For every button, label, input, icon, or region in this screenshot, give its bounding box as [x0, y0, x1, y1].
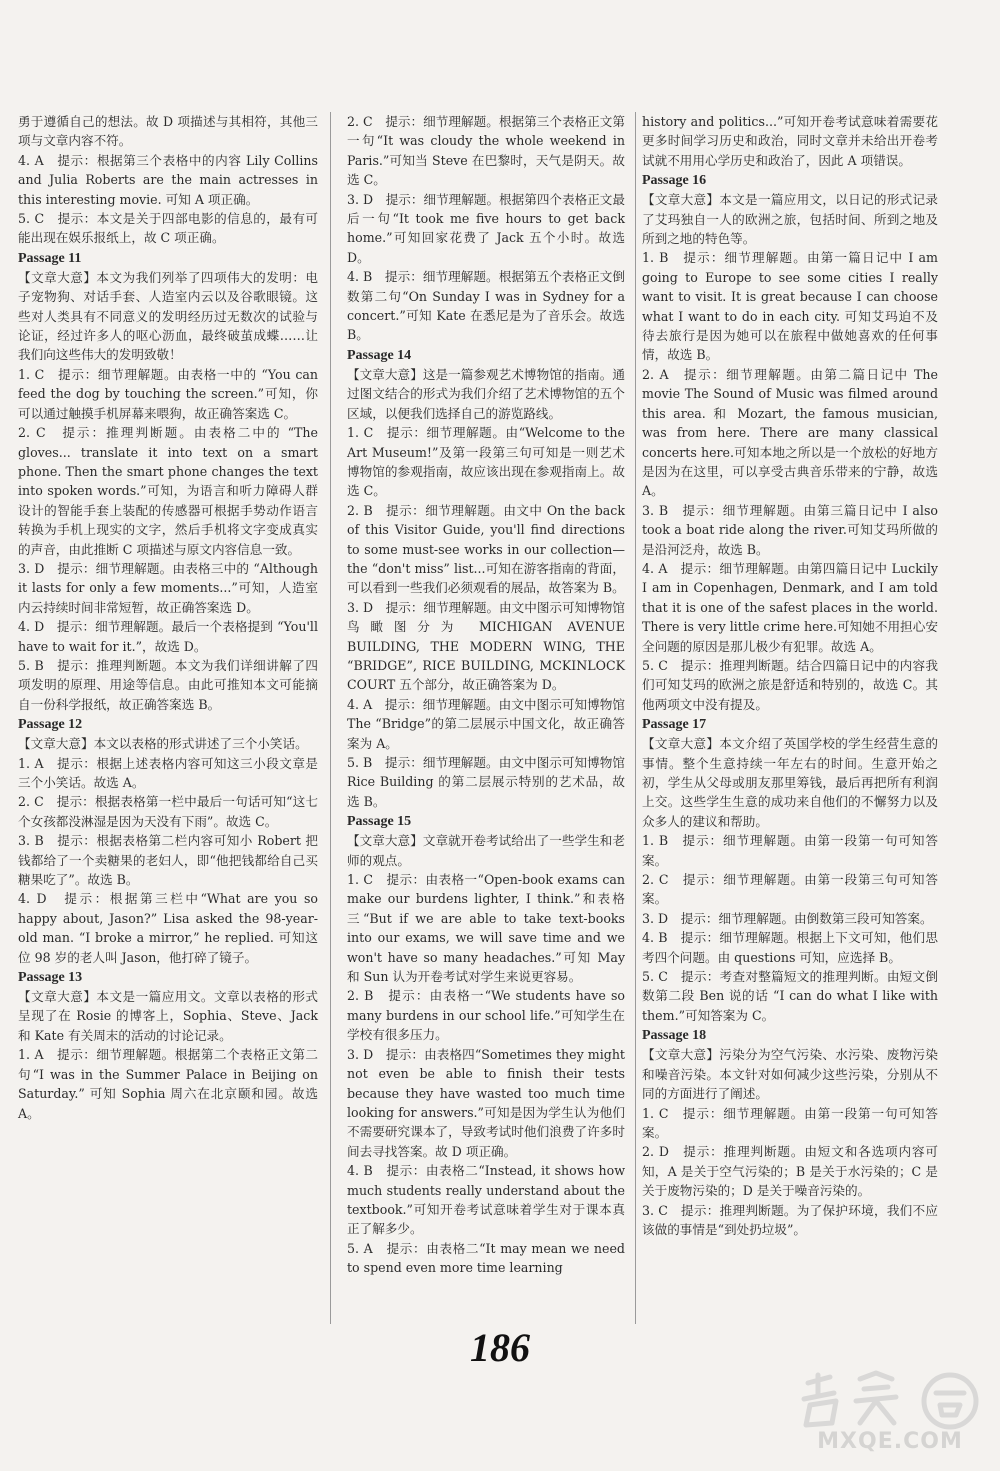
answer-paragraph: 4. B 提示：由表格二“Instead, it shows how much students really understand about the textbook.”可知开卷考试意味着学生对于课本真正了解多少。 [347, 1163, 625, 1237]
answer-paragraph: 2. C 提示：推理判断题。由表格二中的 “The gloves... translate it into text on a smart phone. Then the smart phone changes the text into spoken words.”可知，为语言和听力障碍人群设计的智能手套上装配的传感器可根据手势动作语言转换为手机上现实的文字，然后手机将文字变成真实的声音，由此推断 C 项描述与原文内容信息一致。 [18, 425, 318, 557]
answer-paragraph: 3. D 提示：细节理解题。由倒数第三段可知答案。 [642, 910, 933, 926]
answer-paragraph: 5. C 提示：考查对整篇短文的推理判断。由短文倒数第二段 Ben 说的话 “I can do what I like with them.”可知答案为 C。 [642, 969, 938, 1023]
answer-paragraph: 3. D 提示：细节理解题。根据第四个表格正文最后一句“It took me five hours to get back home.”可知回家花费了 Jack 五个小时。故选 D。 [347, 191, 625, 265]
answer-paragraph: 2. A 提示：细节理解题。由第二篇日记中 The movie The Sound of Music was filmed around this area. 和 Mozart, the famous musician, was from here. There are many classical concerts here.可知本地之所以是一个放松的好地方是因为在这里，可以享受古典音乐带来的宁静，故选 A。 [642, 366, 938, 499]
answer-paragraph: 2. B 提示：由表格一“We students have so many burdens in our school life.”可知学生在学校有很多压力。 [347, 988, 625, 1043]
answer-paragraph: 4. B 提示：细节理解题。根据上下文可知，他们思考四个问题。由 questions 可知，应选择 B。 [642, 930, 938, 965]
answer-paragraph: 1. A 提示：根据上述表格内容可知这三小段文章是三个小笑话。故选 A。 [18, 755, 318, 790]
passage-title: Passage 15 [347, 814, 412, 830]
answer-paragraph: 【文章大意】这是一篇参观艺术博物馆的指南。通过图文结合的形式为我们介绍了艺术博物馆的五个区域，以便我们选择自己的游览路线。 [347, 366, 625, 421]
answer-paragraph: 1. B 提示：细节理解题。由第一段第一句可知答案。 [642, 833, 938, 868]
column-3 [642, 112, 938, 1239]
answer-paragraph: 【文章大意】本文是一篇应用文。文章以表格的形式呈现了在 Rosie 的博客上，Sophia、Steve、Jack 和 Kate 有关周末的活动的讨论记录。 [18, 989, 318, 1043]
answer-paragraph: history and politics...”可知开卷考试意味着需要花更多时间学习历史和政治，同时文章并未给出开卷考试就不用用心学历史和政治了，因此 A 项错误。 [642, 114, 938, 168]
answer-paragraph: 3. B 提示：根据表格第二栏内容可知小 Robert 把钱都给了一个卖糖果的老妇人，即“他把钱都给自己买糖果吃了”。故选 B。 [18, 833, 318, 888]
answer-paragraph: 5. C 提示：推理判断题。结合四篇日记中的内容我们可知艾玛的欧洲之旅是舒适和特别的，故选 C。其他两项文中没有提及。 [642, 657, 938, 712]
answer-paragraph: 【文章大意】本文为我们列举了四项伟大的发明：电子宠物狗、对话手套、人造室内云以及谷歌眼镜。这些对人类具有不同意义的发明经历过无数次的试验与论证，经过许多人的呕心沥血，最终破茧成蝶……让我们向这些伟大的发明致敬！ [18, 269, 318, 363]
answer-paragraph: 1. C 提示：细节理解题。由第一段第一句可知答案。 [642, 1105, 938, 1140]
page-number: 186 [470, 1325, 530, 1370]
passage-title: Passage 11 [18, 250, 82, 266]
answer-paragraph: 1. C 提示：细节理解题。由表格一中的 “You can feed the dog by touching the screen.”可知，你可以通过触摸手机屏幕来喂狗，故正确答案选 C。 [18, 366, 318, 421]
answer-paragraph: 3. D 提示：由表格四“Sometimes they might not even be able to finish their tests because they have wasted too much time looking for answers.”可知是因为学生认为他们不需要研究课本了，导致考试时他们浪费了许多时间去寻找答案。故 D 项正确。 [347, 1046, 625, 1159]
answer-paragraph: 【文章大意】文章就开卷考试给出了一些学生和老师的观点。 [347, 833, 625, 868]
answer-paragraph: 2. D 提示：推理判断题。由短文和各选项内容可知，A 是关于空气污染的；B 是关于水污染的；C 是关于废物污染的；D 是关于噪音污染的。 [642, 1144, 938, 1199]
answer-paragraph: 1. B 提示：细节理解题。由第一篇日记中 I am going to Europe to see some cities I really want to visit. It is great because I can choose what I want to do in each city. 可知艾玛迫不及待去旅行是因为她可以在旅程中做她喜欢的任何事情，故选 B。 [642, 250, 938, 363]
answer-paragraph: 4. D 提示：根据第三栏中“What are you so happy about, Jason?” Lisa asked the 98-year-old man. “I broke a mirror,” he replied. 可知这位 98 岁的老人叫 Jason，他打碎了镜子。 [18, 891, 318, 965]
answer-paragraph: 5. A 提示：由表格二“It may mean we need to spend even more time learning [347, 1240, 625, 1276]
answer-paragraph: 4. A 提示：根据第三个表格中的内容 Lily Collins and Julia Roberts are the main actresses in this interesting movie. 可知 A 项正确。 [18, 152, 318, 207]
answer-paragraph: 1. C 提示：细节理解题。由“Welcome to the Art Museum!”及第一段第三句可知是一则艺术博物馆的参观指南，故应该出现在参观指南上。故选 C。 [347, 425, 625, 499]
answer-paragraph: 【文章大意】本文介绍了英国学校的学生经营生意的事情。整个生意持续一年左右的时间。生意开始之初，学生从父母或朋友那里筹钱，最后再把所有利润上交。这些学生生意的成功来自他们的不懈努力以及众多人的建议和帮助。 [642, 736, 938, 829]
column-1 [18, 112, 318, 1123]
column-2 [347, 112, 625, 1278]
passage-title: Passage 16 [642, 173, 707, 189]
answer-paragraph: 3. C 提示：推理判断题。为了保护环境，我们不应该做的事情是“到处扔垃圾”。 [642, 1202, 938, 1237]
answer-paragraph: 4. A 提示：细节理解题。由第四篇日记中 Luckily I am in Copenhagen, Denmark, and I am told that it is one of the safest places in the world. There is very little crime here.可知她不用担心安全问题的原因是那儿极少有犯罪。故选 A。 [642, 560, 938, 654]
answer-paragraph: 2. C 提示：细节理解题。根据第三个表格正文第一句“It was cloudy the whole weekend in Paris.”可知当 Steve 在巴黎时，天气是阴天。故选 C。 [347, 114, 625, 188]
answer-paragraph: 1. A 提示：细节理解题。根据第二个表格正文第二句“I was in the Summer Palace in Beijing on Saturday.” 可知 Sophia 周六在北京颐和园。故选 A。 [18, 1047, 318, 1121]
answer-paragraph: 3. B 提示：细节理解题。由第三篇日记中 I also took a boat ride along the river.可知艾玛所做的是沿河泛舟，故选 B。 [642, 502, 938, 557]
passage-title: Passage 13 [18, 970, 83, 986]
column-divider-2 [635, 112, 636, 1324]
answer-paragraph: 5. C 提示：本文是关于四部电影的信息的，最有可能出现在娱乐报纸上，故 C 项正确。 [18, 211, 318, 246]
answer-paragraph: 3. D 提示：细节理解题。由文中图示可知博物馆鸟瞰图分为 MICHIGAN AVENUE BUILDING, THE MODERN WING, THE “BRIDGE”, RICE BUILDING, MCKINLOCK COURT 五个部分，故正确答案为 D。 [347, 599, 625, 693]
passage-title: Passage 17 [642, 717, 707, 733]
passage-title: Passage 12 [18, 717, 83, 733]
watermark-site-text: MXQE.COM [817, 1429, 963, 1454]
answer-paragraph: 1. C 提示：由表格一“Open-book exams can make our burdens lighter, I think.”和表格三“But if we are able to take text-books into our exams, we will save time and we won't have so many headaches.”可知 May 和 Sun 认为开卷考试对学生来说更容易。 [347, 872, 625, 985]
answer-paragraph: 3. D 提示：细节理解题。由表格三中的 “Although it lasts for only a few moments...”可知，人造室内云持续时间非常短暂，故正确答案选 D。 [18, 560, 318, 615]
answer-paragraph: 2. C 提示：细节理解题。由第一段第三句可知答案。 [642, 872, 938, 907]
answer-paragraph: 2. B 提示：细节理解题。由文中 On the back of this Visitor Guide, you'll find directions to some must-see works in our collection—the “don't miss” list...可知在游客指南的背面，可以看到一些我们必须观看的展品，故答案为 B。 [347, 502, 625, 596]
answer-paragraph: 5. B 提示：细节理解题。由文中图示可知博物馆 Rice Building 的第二层展示特别的艺术品，故选 B。 [347, 755, 625, 809]
passage-title: Passage 14 [347, 347, 412, 363]
answer-paragraph: 4. B 提示：细节理解题。根据第五个表格正文倒数第二句“On Sunday I was in Sydney for a concert.”可知 Kate 在悉尼是为了音乐会。故选 B。 [347, 269, 625, 343]
answer-paragraph: 4. D 提示：细节理解题。最后一个表格提到 “You'll have to wait for it.”，故选 D。 [18, 619, 318, 654]
answer-paragraph: 4. A 提示：细节理解题。由文中图示可知博物馆 The “Bridge”的第二层展示中国文化，故正确答案为 A。 [347, 696, 625, 751]
watermark [790, 1365, 990, 1465]
answer-paragraph: 【文章大意】污染分为空气污染、水污染、废物污染和噪音污染。本文针对如何减少这些污染，分别从不同的方面进行了阐述。 [642, 1047, 938, 1102]
watermark-logo-icon [790, 1365, 990, 1435]
answer-paragraph: 5. B 提示：推理判断题。本文为我们详细讲解了四项发明的原理、用途等信息。由此可推知本文可能摘自一份科学报纸，故正确答案选 B。 [18, 657, 318, 712]
answer-paragraph: 【文章大意】本文以表格的形式讲述了三个小笑话。 [18, 736, 308, 752]
answer-paragraph: 【文章大意】本文是一篇应用文，以日记的形式记录了艾玛独自一人的欧洲之旅，包括时间、所到之地及所到之地的特色等。 [642, 192, 938, 247]
answer-paragraph: 2. C 提示：根据表格第一栏中最后一句话可知“这七个女孩都没淋湿是因为天没有下雨”。故选 C。 [18, 794, 318, 829]
answer-paragraph: 勇于遵循自己的想法。故 D 项描述与其相符，其他三项与文章内容不符。 [18, 114, 318, 149]
passage-title: Passage 18 [642, 1028, 707, 1044]
column-divider-1 [330, 112, 331, 1324]
